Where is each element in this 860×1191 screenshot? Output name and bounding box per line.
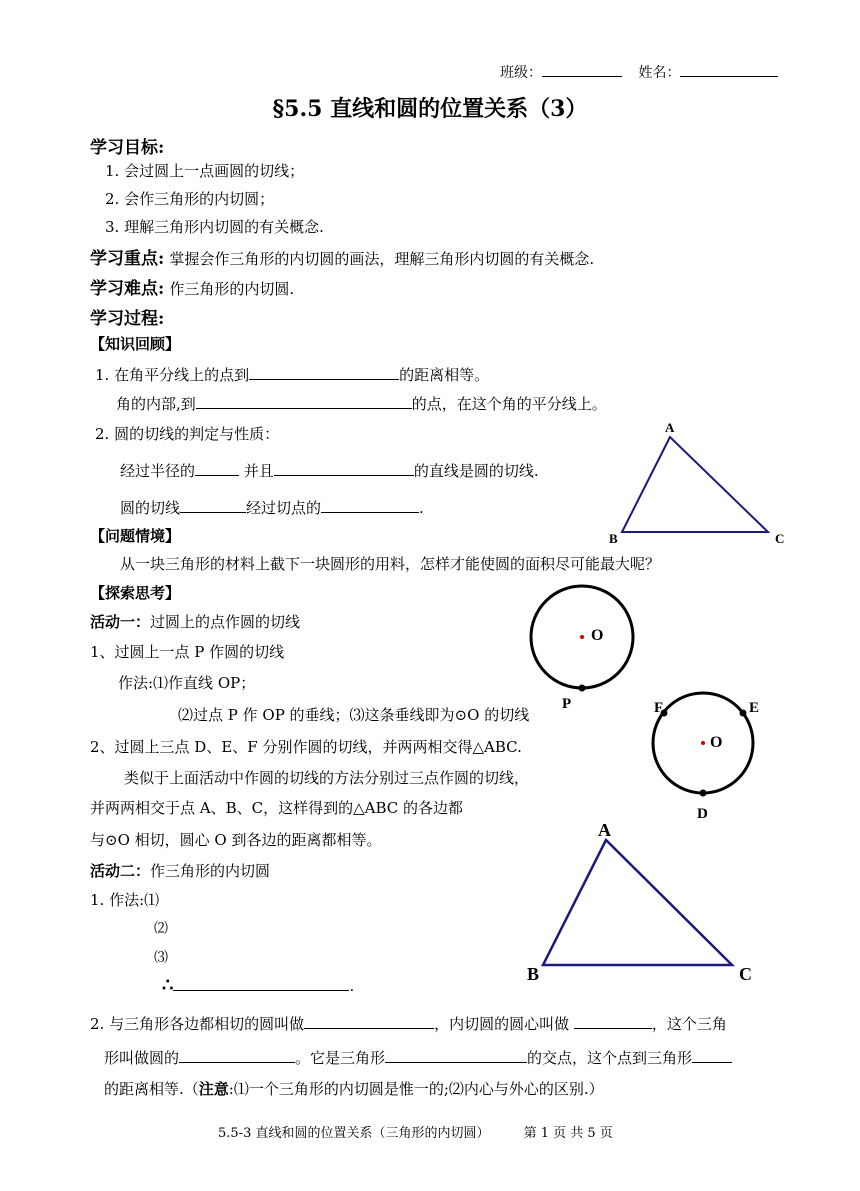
center-label-o2: O [710,734,723,751]
review-q1-text: 角的内部,到 [116,395,196,413]
review-q2-text: 的直线是圆的切线. [413,462,539,480]
review-q2-text: 并且 [243,462,274,480]
point-label-d: D [697,806,708,822]
incircle-text: 2. 与三角形各边都相切的圆叫做 [90,1015,305,1033]
difficulty-text: 作三角形的内切圆. [169,280,295,298]
step-two-p3: 与⊙O 相切，圆心 O 到各边的距离都相等。 [90,831,382,849]
triangle-abc-large-figure [543,840,732,965]
triangle2-vertex-c: C [739,964,752,984]
triangle-abc-figure [622,437,768,532]
class-label: 班级： [500,65,542,81]
goal-item: 1. 会过圆上一点画圆的切线； [105,162,305,180]
incircle-text: 。它是三角形 [295,1049,386,1067]
key-point-label: 学习重点: [90,249,165,269]
footer-title: 5.5-3 直线和圆的位置关系（三角形的内切圆） [218,1126,490,1141]
note-label: 注意 [198,1080,229,1098]
activity-two-text: 作三角形的内切圆 [150,862,271,880]
incircle-text: ，内切圆的圆心叫做 [434,1015,570,1033]
center-point-o [580,635,584,639]
review-q1-text: 的点，在这个角的平分线上。 [411,395,607,413]
page-number: 第 1 页 共 5 页 [523,1126,613,1141]
review-q2-text: 经过切点的 [246,499,322,517]
method-two: 1. 作法:⑴ [90,891,160,909]
footer [218,1122,613,1141]
triangle-vertex-c: C [775,531,785,546]
method-b: ⑵过点 P 作 OP 的垂线；⑶这条垂线即为⊙O 的切线 [178,706,530,724]
triangle2-vertex-b: B [527,964,540,984]
step-two-p2: 并两两相交于点 A、B、C，这样得到的△ABC 的各边都 [90,799,464,817]
review-q2: 2. 圆的切线的判定与性质： [95,425,280,443]
point-e [740,710,747,717]
review-q1-text: 1. 在角平分线上的点到 [95,366,250,384]
incircle-text: 形叫做圆的 [104,1049,180,1067]
page-title: §5.5 直线和圆的位置关系（3） [272,96,588,122]
situation-heading: 【问题情境】 [90,527,181,545]
process-label: 学习过程: [90,309,165,329]
therefore-symbol: ∴ [162,975,174,996]
step-two-p1: 类似于上面活动中作圆的切线的方法分别过三点作圆的切线， [124,769,530,787]
tangent-point-p [579,685,586,692]
incircle-text: :⑴一个三角形的内切圆是惟一的;⑵内心与外心的区别.） [228,1080,604,1098]
point-label-p: P [562,696,572,712]
method-two-step: ⑵ [154,921,168,937]
goal-item: 3. 理解三角形内切圆的有关概念. [105,218,324,236]
activity-one-label: 活动一： [90,613,151,631]
triangle-vertex-a: A [665,420,675,435]
therefore-end: . [349,977,355,995]
activity-one-text: 过圆上的点作圆的切线 [150,613,301,631]
triangle-vertex-b: B [609,531,618,546]
point-label-f: F [654,700,664,716]
center-label-o: O [591,627,604,644]
incircle-text: 的距离相等.（ [104,1080,199,1098]
method-two-step: ⑶ [154,950,168,966]
step-two: 2、过圆上三点 D、E、F 分别作圆的切线，并两两相交得△ABC. [90,738,522,756]
review-heading: 【知识回顾】 [90,335,181,353]
goals-heading: 学习目标: [90,138,165,158]
activity-two-label: 活动二： [90,862,151,880]
step-one: 1、过圆上一点 P 作圆的切线 [90,643,285,661]
incircle-text: ，这个三角 [651,1015,727,1033]
review-q2-text: 经过半径的 [120,462,196,480]
situation-text: 从一块三角形的材料上截下一块圆形的用料，怎样才能使圆的面积尽可能最大呢？ [120,555,661,573]
name-label: 姓名： [638,65,681,81]
key-point-text: 掌握会作三角形的内切圆的画法，理解三角形内切圆的有关概念. [169,250,595,268]
difficulty-label: 学习难点: [90,279,165,299]
center-point-o2 [701,741,705,745]
review-q2-text: 圆的切线 [120,499,181,517]
explore-heading: 【探索思考】 [90,584,181,602]
point-d [700,790,707,797]
review-q2-text: . [419,499,424,517]
goal-item: 2. 会作三角形的内切圆； [105,190,275,208]
triangle2-vertex-a: A [598,820,611,840]
method-a: 作法:⑴作直线 OP； [118,674,256,692]
incircle-text: 的交点，这个点到三角形 [527,1049,693,1067]
point-label-e: E [749,700,760,716]
review-q1-text: 的距离相等。 [399,366,490,384]
